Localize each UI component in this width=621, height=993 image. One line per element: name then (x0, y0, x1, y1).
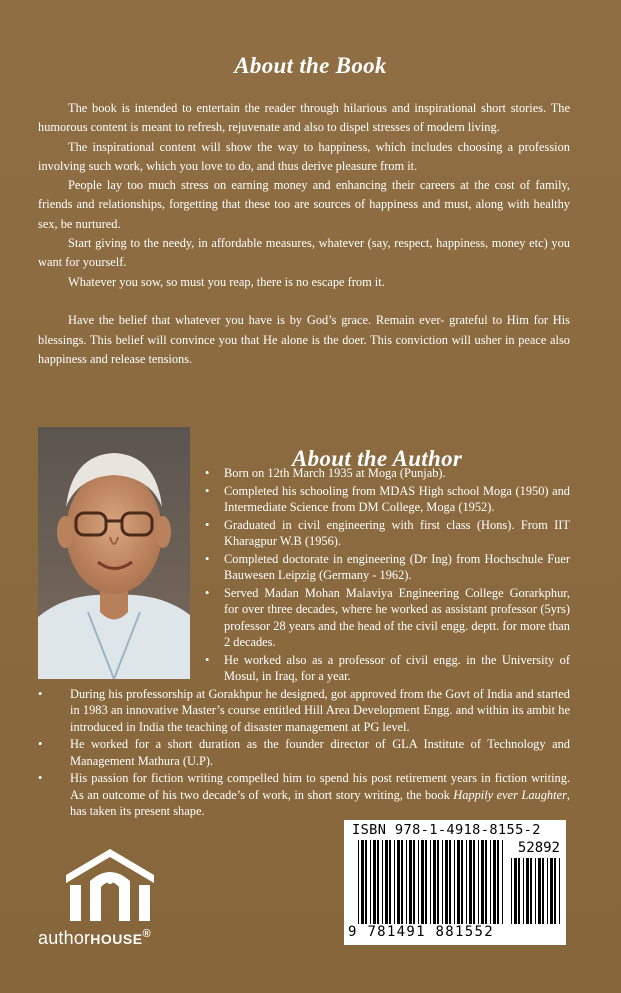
barcode-bar (466, 840, 467, 924)
barcode-bar (433, 840, 436, 924)
barcode-bar (425, 840, 427, 924)
book-paragraph: People lay too much stress on earning money and enhancing their careers at the cost of family, friends and relationships, forgetting that these too are sources of happiness and must, along with healthy sex, be nurtured. (38, 178, 570, 231)
barcode-bar (550, 858, 553, 924)
barcode-bar (442, 840, 443, 924)
barcode-bar (409, 840, 412, 924)
barcode-bar (481, 840, 484, 924)
barcode-bar (473, 840, 475, 924)
isbn-label: ISBN 978-1-4918-8155-2 (352, 822, 541, 838)
barcode-bar (430, 840, 431, 924)
publisher-name-part2: HOUSE (90, 931, 143, 947)
author-bio-list-continued (38, 686, 570, 821)
barcode-bar (493, 840, 496, 924)
barcode-bar (547, 858, 548, 924)
list-item: • During his professorship at Gorakhpur he designed, got approved from the Govt of India and started in 1983 an innovative Master’s course entitled Hill Area Development Engg. and within its ambit he introduced in India the teaching of disaster management at PG level. (38, 686, 570, 735)
barcode-bar (523, 858, 524, 924)
list-item: • He worked for a short duration as the founder director of GLA Institute of Technology and Management Mathura (U.P). (38, 736, 570, 769)
barcode-bar (542, 858, 544, 924)
list-item-text: His passion for fiction writing compelled him to spend his post retirement years in fiction writing. As an outcome of his two decade’s of work, in short story writing, the book (70, 771, 570, 802)
barcode-bar (394, 840, 395, 924)
list-item: • Completed his schooling from MDAS High school Moga (1950) and Intermediate Science from DM College, Moga (1952). (204, 483, 570, 516)
barcode-bar (382, 840, 383, 924)
barcode-bar (511, 858, 512, 924)
about-book-heading: About the Book (234, 53, 387, 79)
barcode-bar (373, 840, 376, 924)
list-item: • Graduated in civil engineering with first class (Hons). From IIT Kharagpur W.B (1956). (204, 517, 570, 550)
barcode-bar (445, 840, 448, 924)
barcode-bar (518, 858, 520, 924)
book-paragraph: Have the belief that whatever you have is by God’s grace. Remain ever- grateful to Him for His blessings. This belief will convince you that He alone is the doer. This conviction will usher in peace also happiness and release tensions. (38, 313, 570, 366)
barcode-bar (454, 840, 455, 924)
book-paragraph: Start giving to the needy, in affordable measures, whatever (say, respect, happiness, money etc) you want for yourself. (38, 236, 570, 270)
barcode-bars-addon (511, 858, 561, 924)
barcode-bars-main (358, 840, 506, 924)
barcode-bar (497, 840, 499, 924)
barcode-bar (358, 840, 359, 924)
barcode-bar (478, 840, 479, 924)
publisher-name (38, 928, 151, 949)
barcode-bar (377, 840, 379, 924)
author-bio-list (204, 465, 570, 686)
barcode-bar (413, 840, 415, 924)
barcode-bar (406, 840, 407, 924)
barcode-bar (490, 840, 491, 924)
barcode-bar (535, 858, 536, 924)
author-photo (38, 427, 190, 679)
list-item: • Completed doctorate in engineering (Dr Ing) from Hochschule Fuer Bauwesen Leipzig (Germany - 1962). (204, 551, 570, 584)
price-code: 52892 (517, 840, 560, 856)
publisher-name-part1: author (38, 928, 91, 948)
barcode-bar (401, 840, 403, 924)
authorhouse-logo-icon (60, 845, 160, 925)
barcode-bar (514, 858, 517, 924)
about-book-text (38, 99, 570, 369)
barcode-bar (526, 858, 529, 924)
book-title-italic: Happily ever Laughter (453, 787, 567, 802)
list-item-text: , has taken its present shape. (70, 787, 570, 819)
barcode-bar (397, 840, 400, 924)
book-paragraph: The book is intended to entertain the reader through hilarious and inspirational short stories. The humorous content is meant to refresh, rejuvenate and also to dispel stresses of modern living. (38, 101, 570, 135)
about-author-heading: About the Author (292, 446, 463, 472)
registered-mark: ® (142, 928, 151, 940)
list-item: • He worked also as a professor of civil engg. in the University of Mosul, in Iraq, for a year. (204, 652, 570, 685)
book-paragraph: The inspirational content will show the way to happiness, which includes choosing a profession involving such work, which you love to do, and thus derive pleasure from it. (38, 139, 570, 173)
list-item: • Born on 12th March 1935 at Moga (Punjab). (204, 465, 570, 481)
barcode-bar (457, 840, 460, 924)
barcode-bar (554, 858, 556, 924)
list-item (38, 770, 570, 819)
barcode-bar (365, 840, 367, 924)
barcode-bar (461, 840, 463, 924)
list-item: • Served Madan Mohan Malaviya Engineering College Gorarkphur, for over three decades, where he worked as assistant professor (5yrs) professor 28 years and the head of the civil engg. deptt. for more than 2 decades. (204, 585, 570, 650)
barcode-bar (361, 840, 364, 924)
barcode-bar (437, 840, 439, 924)
ean-digits: 9 781491 881552 (348, 924, 494, 940)
isbn-barcode (344, 820, 566, 945)
barcode-bar (385, 840, 388, 924)
barcode-bar (502, 840, 503, 924)
barcode-bar (469, 840, 472, 924)
barcode-bar (389, 840, 391, 924)
barcode-bar (418, 840, 419, 924)
barcode-bar (421, 840, 424, 924)
barcode-bar (485, 840, 487, 924)
barcode-bar (370, 840, 371, 924)
barcode-bar (530, 858, 532, 924)
barcode-bar (449, 840, 451, 924)
barcode-bar (538, 858, 541, 924)
book-paragraph: Whatever you sow, so must you reap, there is no escape from it. (68, 274, 385, 289)
barcode-bar (559, 858, 560, 924)
